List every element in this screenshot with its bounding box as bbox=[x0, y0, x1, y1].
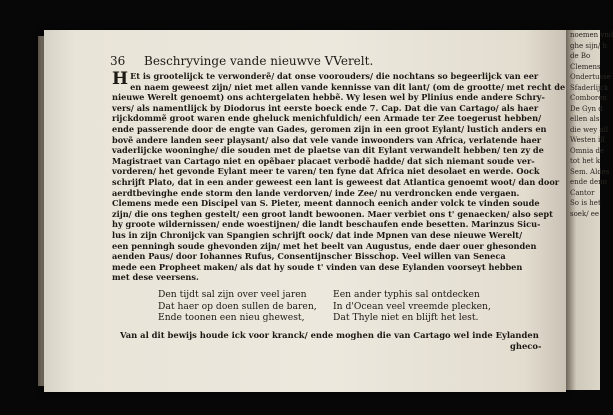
body-text bbox=[112, 69, 566, 283]
facing-page-line: ellen als bbox=[570, 115, 600, 123]
text-line: Et is grootelijck te verwonderẽ/ dat onse voorouders/ die nochtans so begeerlijck van eer bbox=[130, 71, 539, 81]
facing-page-line: die wey all bbox=[570, 125, 609, 134]
text-line: mede een Propheet maken/ als dat hy soude t' vinden van dese Eylanden voorseyt hebben bbox=[112, 261, 523, 272]
text-line: nieuwe Werelt genoemt) ons achtergelaten hebbẽ. Wy lesen wel by Plinius ende andere Schry- bbox=[112, 92, 545, 103]
verse-line: Een ander typhis sal ontdecken bbox=[333, 289, 480, 300]
text-line: zijn/ die ons teghen gestelt/ een groot landt bewoonen. Maer verbiet ons t' genaecken/ also sept bbox=[112, 208, 553, 219]
facing-page-line: soek/ ee bbox=[570, 209, 600, 218]
verse-line: Dat Thyle niet en blijft het lest. bbox=[333, 312, 479, 323]
verse-line: Den tijdt sal zijn over veel jaren bbox=[158, 289, 307, 300]
text-line: Magistraet van Cartago niet en opẽbaer placaet verbodẽ hadde/ dat sich niemant soude ver- bbox=[112, 155, 535, 166]
facing-page-line: Omnia de bbox=[570, 146, 605, 155]
text-line: een penningh soude ghevonden zijn/ met het beelt van Augustus, ende daer ouer ghesonden bbox=[112, 240, 537, 251]
text-line: bovẽ andere landen seer playsant/ also dat vele vande inwoonders van Africa, verlatende haer bbox=[112, 134, 542, 145]
page-number: 36 bbox=[110, 54, 126, 68]
running-title: Beschryvinge vande nieuwve VVerelt. bbox=[144, 54, 374, 68]
text-line: en naem geweest zijn/ niet met allen vande kennisse van dit lant/ (om de grootte/ met recht de bbox=[130, 81, 566, 92]
verse-line: In d'Ocean veel vreemde plecken, bbox=[333, 300, 491, 312]
verse-line: Ende toonen een nieu ghewest, bbox=[158, 312, 305, 323]
facing-page-line: So is het bbox=[570, 199, 601, 207]
text-line: Clemens mede een Discipel van S. Pieter, meent dannoch eenich ander volck te vinden soude bbox=[112, 198, 540, 209]
text-line: aerdtbevinghe ende storm den lande verdorven/ inde Zee/ nu verdroncken ende vergaen. bbox=[112, 187, 520, 198]
text-line: schrijft Plato, dat in een ander geweest een lant is geweest dat Atlantica genoemt woot/ dan door bbox=[112, 176, 560, 187]
verse-right-column bbox=[333, 289, 491, 324]
closing-line: Van al dit bewijs houde ick voor kranck/ ende moghen die van Cartago wel inde Eylanden bbox=[120, 330, 539, 340]
text-line: aenden Paus/ door Iohannes Rufus, Consentijnscher Bisschop. Veel willen van Seneca bbox=[112, 251, 506, 262]
text-line: hy groote wildernissen/ ende woestijnen/ die landt beschaufen ende besetten. Marinzus Sicu- bbox=[112, 219, 541, 230]
facing-page-line: noemen vnd bbox=[570, 31, 613, 39]
facing-page-line: Ondertusse bbox=[570, 73, 611, 81]
facing-page-line: Comboren bbox=[570, 94, 607, 102]
drop-initial: H bbox=[112, 69, 129, 89]
facing-page-line: de Bo bbox=[570, 52, 591, 60]
text-line: lus in zijn Chronijck van Spangien schrijft oock/ dat inde Mpnen van dese nieuwe Werelt/ bbox=[112, 229, 523, 240]
facing-page-line: Clemens bbox=[570, 62, 601, 71]
text-line: met dese veersens. bbox=[112, 272, 199, 283]
text-line: vorderen/ het gevonde Eylant meer te varen/ ten fyne dat Africa niet desolaet en werde. Oock bbox=[112, 166, 540, 177]
verse-line: Dat haer op doen sullen de baren, bbox=[158, 300, 317, 312]
verse-left-column bbox=[158, 289, 317, 324]
catchword: gheco- bbox=[510, 341, 542, 351]
text-line: vaderlijcke wooninghe/ die souden met de plaetse van dit Eylant verwandelt hebben/ ten zy de bbox=[112, 145, 544, 156]
facing-page-line: De Gyn d bbox=[570, 104, 603, 113]
facing-page-line: Cantor bbox=[570, 188, 595, 197]
facing-page-line: Sfaderlijck bbox=[570, 83, 609, 92]
facing-page-fragment bbox=[566, 30, 613, 390]
facing-page-line: Westen ill bbox=[570, 136, 605, 144]
facing-page-line: ghe sijn/ h bbox=[570, 41, 607, 50]
text-line: vers/ als namentlijck by Diodorus int eerste boeck ende 7. Cap. Dat die van Cartago/ als haer bbox=[112, 102, 539, 113]
text-line: ende passerende door de engte van Gades, geromen zijn in een groot Eylant/ lustich anders en bbox=[112, 123, 547, 134]
text-line: rijckdommẽ groot waren ende gheluck menichfuldich/ een Armade ter Zee toegerust hebben/ bbox=[112, 113, 542, 124]
page-header bbox=[110, 54, 550, 70]
facing-page-line: Sem. Aldes bbox=[570, 167, 610, 176]
facing-page-line: ende deno bbox=[570, 178, 607, 186]
facing-page-line: tot het k bbox=[570, 157, 600, 165]
